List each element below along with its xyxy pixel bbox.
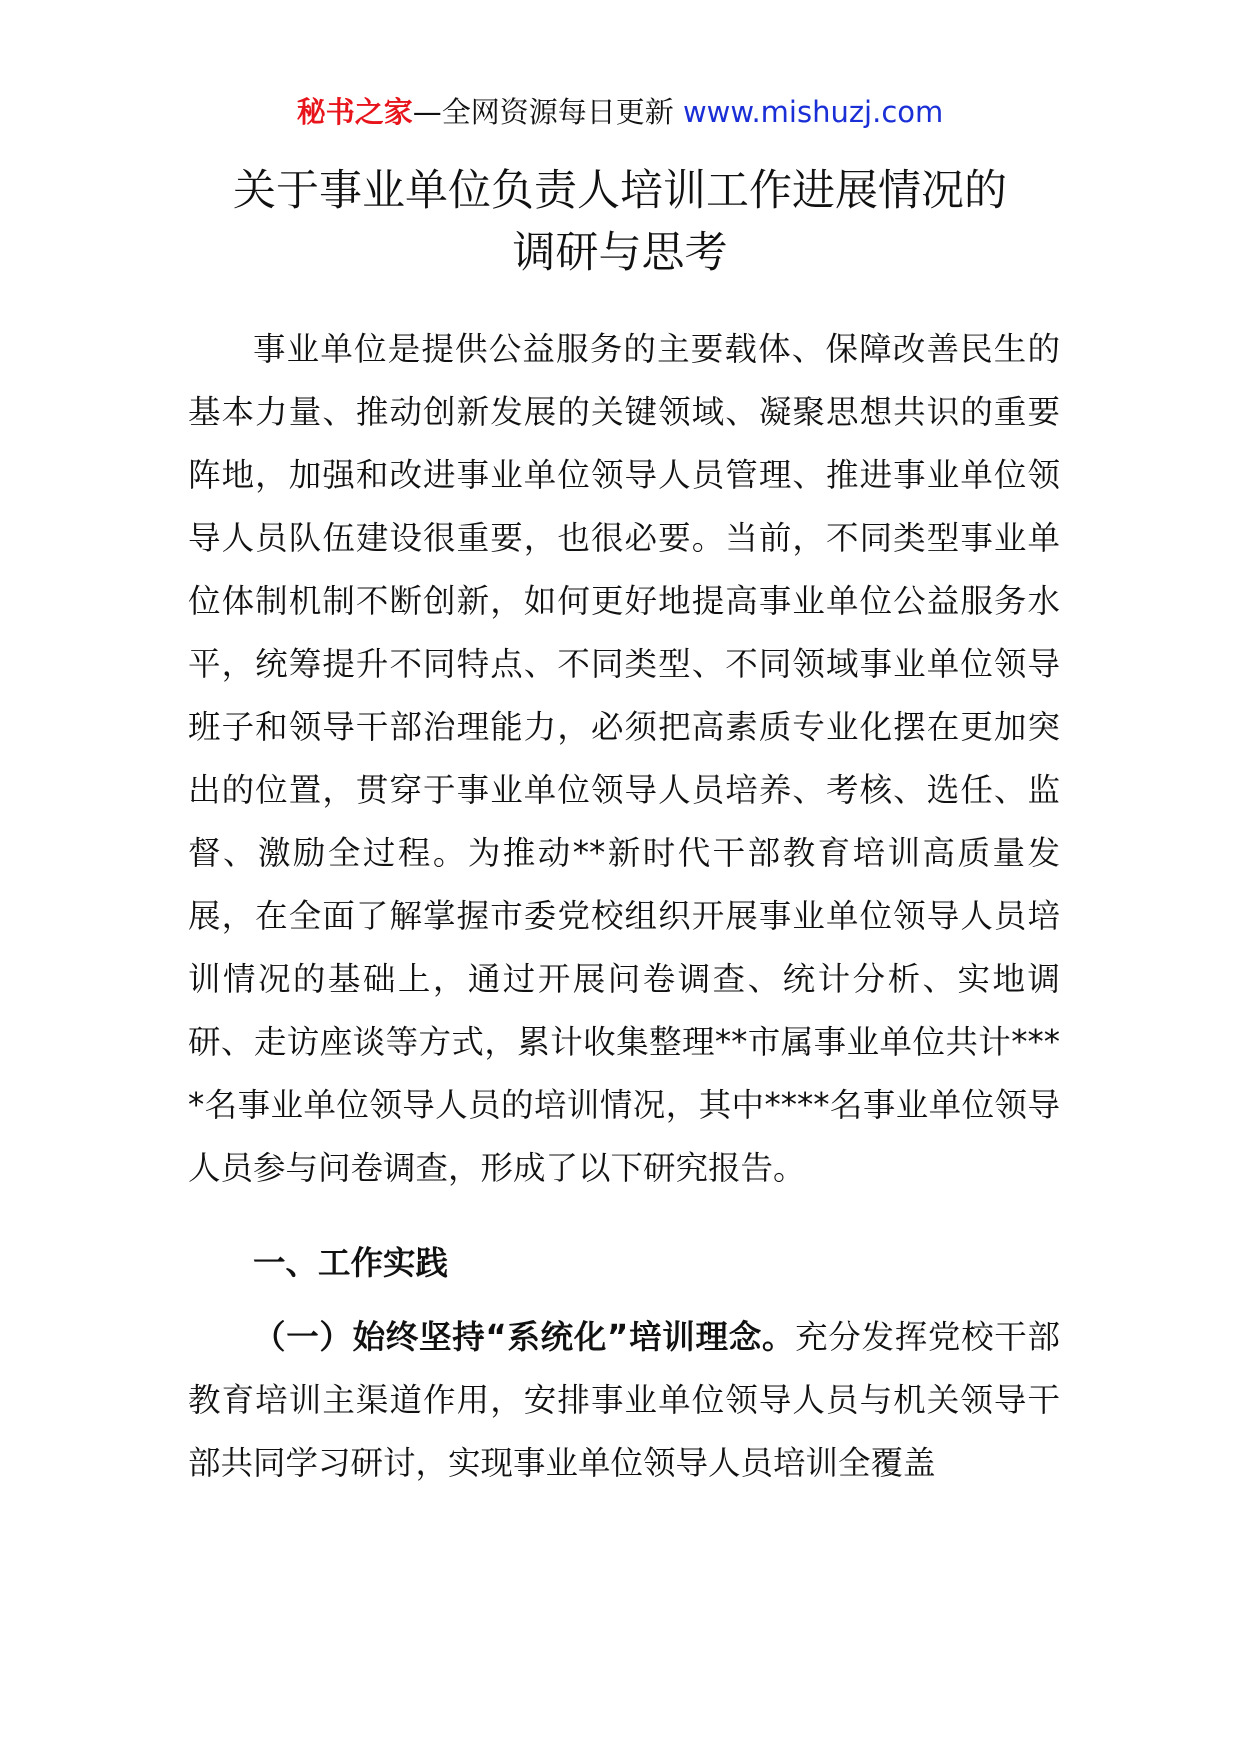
subsection-heading-1: （一）始终坚持“系统化”培训理念。 xyxy=(253,1318,796,1356)
site-banner xyxy=(0,92,1240,132)
document-body xyxy=(188,318,1060,1495)
section-heading-1: 一、工作实践 xyxy=(253,1244,449,1282)
title-line-1: 关于事业单位负责人培训工作进展情况的 xyxy=(233,166,1007,216)
site-url-link[interactable]: www.mishuzj.com xyxy=(682,95,944,129)
banner-tagline: —全网资源每日更新 xyxy=(412,95,674,129)
subsection-paragraph-1 xyxy=(188,1306,1060,1495)
intro-paragraph: 事业单位是提供公益服务的主要载体、保障改善民生的基本力量、推动创新发展的关键领域、凝聚思想共识的重要阵地，加强和改进事业单位领导人员管理、推进事业单位领导人员队伍建设很重要，也很必要。当前，不同类型事业单位体制机制不断创新，如何更好地提高事业单位公益服务水平，统筹提升不同特点、不同类型、不同领域事业单位领导班子和领导干部治理能力，必须把高素质专业化摆在更加突出的位置，贯穿于事业单位领导人员培养、考核、选任、监督、激励全过程。为推动**新时代干部教育培训高质量发展，在全面了解掌握市委党校组织开展事业单位领导人员培训情况的基础上，通过开展问卷调查、统计分析、实地调研、走访座谈等方式，累计收集整理**市属事业单位共计****名事业单位领导人员的培训情况，其中****名事业单位领导人员参与问卷调查，形成了以下研究报告。 xyxy=(188,330,1060,1187)
subsection-text-1: 充分发挥党校干部教育培训主渠道作用，安排事业单位领导人员与机关领导干部共同学习研讨，实现事业单位领导人员培训全覆盖 xyxy=(188,1318,1060,1482)
document-title xyxy=(160,160,1080,284)
title-line-2: 调研与思考 xyxy=(512,228,728,278)
brand-name: 秘书之家 xyxy=(296,95,413,129)
